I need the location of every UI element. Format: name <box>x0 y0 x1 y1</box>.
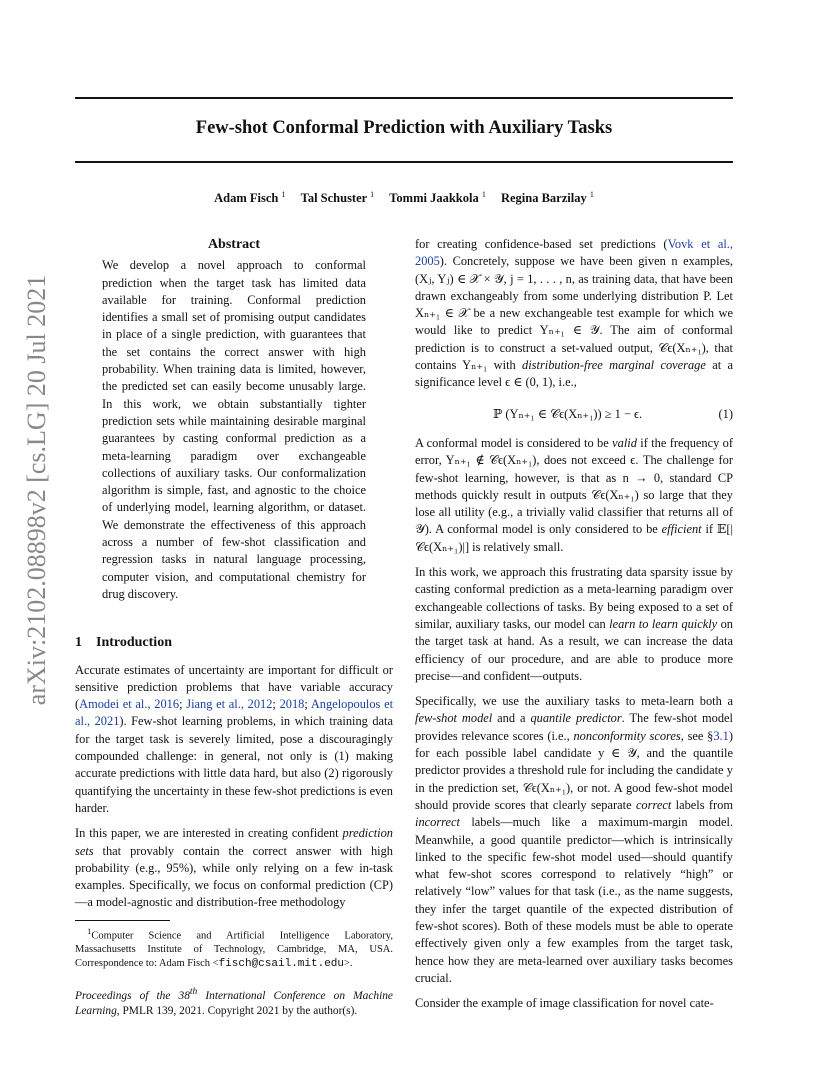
proceedings-note: Proceedings of the 38th International Conference on Machine Learning, PMLR 139, 2021. Copyright 2021 by the author(s). <box>75 987 393 1018</box>
author: Tommi Jaakkola $^1$ <box>389 190 486 206</box>
body-paragraph: for creating confidence-based set predictions (Vovk et al., 2005). Concretely, suppose we have been given n examples, (Xⱼ, Yⱼ) ∈ 𝒳 × 𝒴, j = 1, . . . , n, as training data, that have been drawn exchangeably from some underlying distribution P. Let Xₙ₊₁ ∈ 𝒳 be a new exchangeable test example for which we would like to predict Yₙ₊₁ ∈ 𝒴. The aim of conformal prediction is to construct a set-valued output, 𝒞ϵ(Xₙ₊₁), that contains Yₙ₊₁ with distribution-free marginal coverage at a significance level ϵ ∈ (0, 1), i.e., <box>415 237 734 390</box>
author: Adam Fisch $^1$ <box>214 190 286 206</box>
section-ref-link[interactable]: 3.1 <box>713 728 729 743</box>
left-column <box>75 236 393 1020</box>
citation-link[interactable]: Vovk et al., 2005 <box>415 237 734 269</box>
right-column <box>415 236 733 1020</box>
footnote-area <box>75 920 393 972</box>
intro-paragraph-2: In this paper, we are interested in creating confident prediction sets that provably contain the correct answer with high probability (e.g., 95%), while only relying on a few in-task examples. Specifically, we focus on conformal prediction (CP)—a model-agnostic and distribution-free methodology <box>75 826 393 910</box>
abstract-text: We develop a novel approach to conformal prediction when the target task has limited data available for training. Conformal prediction identifies a small set of promising output candidates in place of a single prediction, with guarantees that the set contains the correct answer with high probability. When training data is limited, however, the predicted set can easily become unusably large. In this work, we obtain substantially tighter prediction sets while maintaining desirable marginal guarantees by casting conformal prediction as a meta-learning paradigm over exchangeable collections of auxiliary tasks. Our conformalization algorithm is simple, fast, and agnostic to the choice of underlying model, learning algorithm, or dataset. We demonstrate the effectiveness of this approach across a number of few-shot classification and regression tasks in natural language processing, computer vision, and computational chemistry for drug discovery. <box>102 258 366 601</box>
footnote-rule <box>75 920 170 921</box>
body-paragraph: A conformal model is considered to be valid if the frequency of error, Yₙ₊₁ ∉ 𝒞ϵ(Xₙ₊₁), does not exceed ϵ. The challenge for few-shot learning, however, is that as n → 0, standard CP methods quickly result in outputs 𝒞ϵ(Xₙ₊₁) so large that they lose all utility (e.g., a trivially valid classifier that returns all of 𝒴). A conformal model is only considered to be efficient if 𝔼[|𝒞ϵ(Xₙ₊₁)|] is relatively small. <box>415 435 734 554</box>
citation-link[interactable]: Amodei et al., 2016 <box>79 697 180 712</box>
arxiv-watermark: arXiv:2102.08898v2 [cs.LG] 20 Jul 2021 <box>22 274 51 706</box>
author: Regina Barzilay $^1$ <box>500 190 594 206</box>
paper-title: Few-shot Conformal Prediction with Auxiliary Tasks <box>195 118 613 138</box>
title-bottom-rule <box>75 161 733 163</box>
section-heading-introduction: 1 Introduction <box>75 635 172 651</box>
abstract-heading: Abstract <box>207 237 261 252</box>
citation-link[interactable]: 2018 <box>279 697 305 712</box>
equation-1 <box>415 406 733 423</box>
citation-link[interactable]: Jiang et al., 2012 <box>186 697 273 712</box>
equation-number: (1) <box>718 406 733 421</box>
body-paragraph: Consider the example of image classification for novel cate- <box>415 996 714 1011</box>
intro-paragraph-1: Accurate estimates of uncertainty are important for difficult or sensitive prediction problems that have variable accuracy (Amodei et al., 2016; Jiang et al., 2012; 2018; Angelopoulos et al., 2021). Few-shot learning problems, in which training data for the target task is severely limited, pose a discouragingly compounded challenge: in general, not only is (1) making accurate predictions with little data hard, but also (2) rigorously quantifying the uncertainty in these few-shot predictions is even harder. <box>75 662 394 815</box>
footnote: $^1$Computer Science and Artificial Intelligence Laboratory, Massachusetts Institute of Technology, Cambridge, MA, USA. Correspondence to: Adam Fisch <fisch@csail.mit.edu>. <box>75 925 393 971</box>
equation-body: ℙ (Yₙ₊₁ ∈ 𝒞ϵ(Xₙ₊₁)) ≥ 1 − ϵ. <box>493 406 643 421</box>
body-paragraph: In this work, we approach this frustrating data sparsity issue by casting conformal prediction as a meta-learning paradigm over exchangeable collections of tasks. By being exposed to a set of similar, auxiliary tasks, our model can learn to learn quickly on the target task at hand. As a result, we can increase the data efficiency of our procedure, and are able to produce more precise—and confident—outputs. <box>415 565 733 683</box>
citation-link[interactable]: Angelopoulos et al., 2021 <box>75 697 394 729</box>
top-rule <box>75 97 733 99</box>
body-paragraph: Specifically, we use the auxiliary tasks to meta-learn both a few-shot model and a quantile predictor. The few-shot model provides relevance scores (i.e., nonconformity scores, see §3.1) for each possible label candidate y ∈ 𝒴, and the quantile predictor provides a threshold rule for including the candidate y in the prediction set, 𝒞ϵ(Xₙ₊₁), or not. A good few-shot model should provide scores that clearly separate correct labels from incorrect labels—much like a maximum-margin model. Meanwhile, a good quantile predictor—which is intrinsically linked to the specific few-shot model used—should quantify what few-shot scores correspond to relatively “high” or relatively “low” values for that task (i.e., as the name suggests, they infer the target quantile of the expected distribution of few-shot scores). Both of these models must be able to operate effectively given only a few examples from the target task, hence how they are meta-learned over auxiliary tasks becomes crucial. <box>415 694 733 985</box>
author-list <box>75 190 733 206</box>
author: Tal Schuster $^1$ <box>300 190 375 206</box>
